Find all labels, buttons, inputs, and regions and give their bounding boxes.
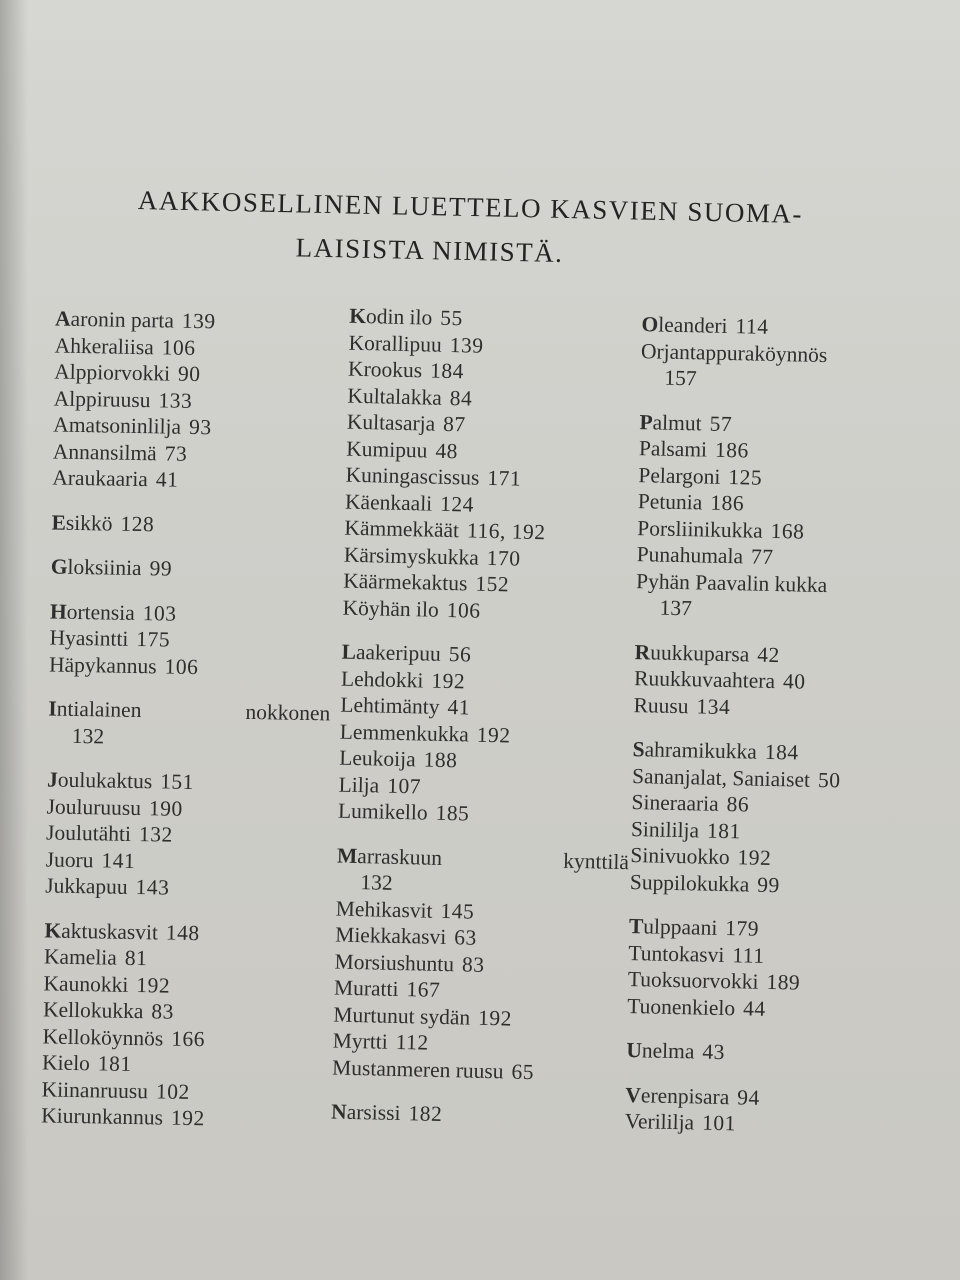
- entry-page-number: 170: [486, 545, 521, 571]
- entry-page-number: 175: [136, 627, 171, 652]
- entry-page-number: 101: [701, 1110, 737, 1136]
- entry-name: Lemmenkukka: [339, 719, 470, 747]
- entry-page-number: 65: [511, 1059, 535, 1084]
- entry-page-number: 99: [149, 556, 173, 581]
- entry-name: Amatsoninlilja: [53, 412, 182, 439]
- entry-page-number: 50: [817, 767, 841, 792]
- entry-page-number: 133: [158, 387, 193, 413]
- entry-page-number: 141: [101, 847, 136, 873]
- entry-page-number: 106: [164, 653, 199, 679]
- entry-name: Joulutähti: [45, 820, 132, 846]
- entry-name: Kodin ilo: [349, 303, 433, 330]
- entry-name: Ruukkuparsa: [634, 639, 750, 666]
- entry-page-number: 188: [423, 747, 458, 773]
- entry-page-number: 192: [431, 668, 466, 693]
- entry-name: Morsiushuntu: [334, 949, 455, 976]
- entry-name: Miekkakasvi: [334, 922, 447, 950]
- entry-page-number: 87: [442, 411, 466, 437]
- entry-name: Tuoksuorvokki: [627, 967, 759, 994]
- entry-name: Joulukaktus: [46, 767, 153, 794]
- entry-name: Sinililja: [630, 816, 700, 842]
- entry-name: Sananjalat, Saniaiset: [631, 763, 811, 792]
- entry-page-number: 106: [446, 597, 481, 623]
- entry-page-number: 190: [148, 795, 183, 821]
- entry-page-number: 157: [664, 365, 697, 391]
- entry-name: Käenkaali: [344, 489, 433, 516]
- entry-name: Alppiruusu: [53, 386, 151, 412]
- index-title-line-1: AAKKOSELLINEN LUETTELO KASVIEN SUOMA-: [137, 185, 804, 229]
- entry-page-number: 90: [177, 361, 201, 387]
- entry-name: Jouluruusu: [46, 793, 142, 820]
- entry-name: Muratti: [333, 975, 399, 1001]
- entry-name: Orjantappuraköynnös: [640, 338, 828, 367]
- entry-page-number: 139: [181, 308, 216, 334]
- index-entry: [342, 594, 643, 627]
- entry-name: Ruukkuvaahtera: [633, 666, 776, 694]
- entry-name: Ahkeraliisa: [54, 333, 154, 359]
- entry-name: Sahramikukka: [632, 737, 758, 764]
- entry-name: Hyasintti: [49, 625, 129, 651]
- entry-page-number: 99: [757, 872, 781, 897]
- index-entry: [49, 651, 339, 683]
- entry-page-number: 77: [750, 544, 774, 569]
- index-entry: [625, 1108, 905, 1140]
- entry-name-part: nokkonen: [245, 699, 331, 726]
- index-entry: [626, 1037, 906, 1069]
- entry-name: Pelargoni: [638, 462, 721, 489]
- entry-name: Kaunokki: [43, 970, 129, 997]
- index-entry: [630, 869, 910, 901]
- letter-group: [630, 736, 913, 901]
- entry-name: Palsami: [638, 436, 708, 462]
- entry-page-number: 186: [710, 490, 745, 516]
- entry-name: Unelma: [626, 1038, 695, 1064]
- entry-page-number: 112: [395, 1029, 429, 1055]
- entry-page-number: 184: [764, 739, 799, 765]
- letter-group: [625, 1081, 906, 1140]
- entry-name: Sineraaria: [631, 790, 719, 816]
- entry-page-number: 42: [757, 642, 781, 667]
- letter-group: [49, 598, 340, 683]
- entry-name: Kiinanruusu: [41, 1076, 149, 1103]
- entry-page-number: 102: [155, 1078, 190, 1104]
- entry-name: Palmut: [639, 409, 702, 435]
- entry-page-number: 192: [737, 845, 772, 870]
- entry-name: Annansilmä: [52, 439, 157, 465]
- entry-name: Ruusu: [633, 692, 689, 718]
- entry-name: Kamelia: [43, 944, 118, 970]
- entry-name: Tulppaani: [628, 914, 718, 940]
- letter-group: [45, 766, 337, 904]
- entry-name: Kaktuskasvit: [44, 917, 159, 944]
- index-entry: [48, 695, 339, 753]
- entry-name: Juoru: [45, 846, 94, 872]
- entry-page-number: 132: [138, 822, 173, 847]
- index-entry: [51, 553, 341, 585]
- entry-page-number: 84: [449, 385, 473, 411]
- entry-page-number: 41: [155, 467, 179, 492]
- letter-group: [331, 1099, 632, 1132]
- entry-page-number: 103: [142, 600, 177, 626]
- entry-page-number: 48: [435, 438, 459, 463]
- entry-page-number: 114: [735, 314, 769, 339]
- entry-name: Sinivuokko: [630, 843, 730, 870]
- entry-name: Araukaaria: [52, 465, 149, 492]
- entry-page-number: 148: [165, 920, 200, 945]
- index-column-1: [41, 306, 346, 1152]
- entry-page-number: 137: [659, 595, 693, 621]
- letter-group: [342, 303, 649, 628]
- entry-page-number: 189: [766, 969, 801, 995]
- letter-group: [635, 409, 919, 627]
- entry-page-number: 134: [696, 693, 731, 719]
- entry-page-number: 186: [714, 437, 750, 463]
- entry-page-number: 125: [728, 464, 763, 490]
- entry-name: Hortensia: [49, 598, 136, 625]
- letter-group: [640, 311, 922, 396]
- entry-name: Kuningascissus: [345, 462, 480, 490]
- entry-name: Verililja: [624, 1108, 695, 1135]
- entry-name: Laakeripuu: [341, 639, 442, 666]
- index-entry: [336, 842, 637, 902]
- entry-page-number: 145: [440, 898, 475, 924]
- page-gutter-shadow: [0, 0, 28, 1280]
- entry-name: Leukoija: [338, 745, 416, 772]
- entry-name: Punahumala: [636, 542, 744, 569]
- entry-name: Myrtti: [332, 1028, 389, 1054]
- entry-name: Tuonenkielo: [627, 993, 736, 1020]
- entry-name: Kelloköynnös: [42, 1023, 164, 1051]
- letter-group: [51, 553, 341, 585]
- entry-name: Oleanderi: [641, 312, 728, 338]
- entry-page-number: 151: [159, 769, 195, 795]
- letter-group: [626, 1037, 906, 1069]
- entry-page-number: 40: [782, 669, 806, 694]
- index-title: [69, 177, 871, 282]
- entry-page-number: 167: [406, 977, 441, 1002]
- entry-page-number: 132: [71, 723, 105, 748]
- entry-page-number: 171: [487, 465, 522, 491]
- entry-page-number: 57: [709, 411, 733, 436]
- letter-group: [51, 509, 341, 541]
- entry-name: Kumipuu: [345, 436, 428, 463]
- entry-page-number: 73: [164, 440, 188, 466]
- letter-group: [633, 639, 915, 724]
- entry-name: Käärmekaktus: [342, 568, 468, 596]
- entry-page-number: 168: [770, 518, 805, 544]
- entry-name: Jukkapuu: [45, 873, 128, 899]
- entry-name: Mustanmeren ruusu: [331, 1055, 504, 1083]
- index-entry: [41, 1102, 331, 1134]
- entry-name: Mehikasvit: [335, 896, 433, 923]
- entry-name-part: Intialainen: [48, 696, 142, 723]
- entry-name-part: kynttilä: [563, 848, 630, 874]
- index-entry: [627, 993, 907, 1025]
- index-entry: [45, 872, 335, 904]
- entry-page-number: 185: [435, 800, 470, 826]
- entry-name: Esikkö: [51, 510, 113, 536]
- entry-name: Murtunut sydän: [333, 1002, 471, 1030]
- entry-page-number: 132: [360, 870, 393, 895]
- entry-name: Porsliinikukka: [637, 515, 763, 543]
- entry-page-number: 128: [120, 511, 155, 536]
- entry-page-number: 106: [161, 334, 196, 360]
- entry-name: Krookus: [347, 356, 423, 383]
- letter-group: [48, 695, 339, 753]
- entry-name: Kultalakka: [347, 383, 443, 410]
- entry-page-number: 182: [408, 1101, 443, 1127]
- entry-page-number: 139: [449, 332, 484, 358]
- entry-page-number: 94: [737, 1084, 761, 1110]
- entry-name: Narsissi: [330, 1099, 401, 1126]
- entry-page-number: 192: [477, 1005, 513, 1031]
- entry-name: Kärsimyskukka: [343, 542, 480, 570]
- entry-name: Kellokukka: [42, 997, 144, 1024]
- entry-page-number: 184: [429, 358, 465, 384]
- index-entry: [338, 798, 639, 831]
- entry-name: Alppiorvokki: [54, 359, 171, 386]
- index-column-2: [331, 303, 650, 1150]
- entry-name: Tuntokasvi: [628, 940, 725, 967]
- entry-page-number: 179: [725, 916, 760, 941]
- entry-name: Köyhän ilo: [342, 595, 440, 622]
- entry-page-number: 41: [447, 695, 471, 720]
- entry-page-number: 44: [742, 995, 766, 1021]
- entry-page-number: 143: [135, 875, 170, 900]
- entry-name: Verenpisara: [625, 1082, 730, 1109]
- entry-page-number: 181: [97, 1051, 132, 1076]
- index-entry: [332, 1054, 633, 1087]
- index-entry: [52, 465, 342, 497]
- entry-page-number: 116, 192: [466, 518, 546, 545]
- index-entry: [51, 509, 341, 541]
- index-entry: [635, 568, 916, 627]
- entry-page-number: 152: [475, 571, 510, 597]
- entry-page-number: 83: [461, 951, 485, 977]
- entry-name: Lumikello: [337, 798, 428, 825]
- entry-page-number: 192: [476, 722, 511, 747]
- entry-page-number: 43: [702, 1039, 726, 1065]
- entry-name: Kielo: [41, 1050, 91, 1076]
- entry-name: Lehdokki: [340, 666, 424, 692]
- entry-page-number: 107: [386, 773, 422, 798]
- entry-page-number: 86: [726, 792, 750, 817]
- entry-page-number: 192: [170, 1105, 205, 1131]
- entry-page-number: 83: [151, 999, 175, 1024]
- entry-page-number: 81: [124, 945, 148, 971]
- entry-page-number: 166: [171, 1026, 206, 1051]
- entry-page-number: 192: [136, 972, 171, 998]
- entry-name: Suppilokukka: [629, 869, 750, 897]
- entry-name-part: Marraskuun: [336, 843, 443, 870]
- index-entry: [640, 338, 921, 397]
- entry-name: Aaronin parta: [54, 306, 175, 333]
- entry-page-number: 56: [448, 642, 472, 667]
- entry-page-number: 111: [732, 942, 765, 968]
- entry-page-number: 93: [188, 414, 212, 440]
- entry-name: Lilja: [338, 772, 380, 797]
- letter-group: [338, 639, 642, 831]
- index-entry: [331, 1099, 632, 1132]
- index-title-line-2: LAISISTA NIMISTÄ.: [295, 232, 564, 268]
- letter-group: [627, 913, 909, 1025]
- entry-name: Kämmekkäät: [344, 515, 460, 543]
- entry-name: Petunia: [637, 489, 703, 515]
- entry-name: Korallipuu: [348, 330, 443, 357]
- entry-name: Kiurunkannus: [41, 1103, 164, 1130]
- entry-name: Pyhän Paavalin kukka: [635, 568, 828, 597]
- entry-name: Kultasarja: [346, 409, 436, 436]
- entry-name: Lehtimänty: [340, 692, 440, 719]
- entry-page-number: 63: [453, 925, 478, 950]
- letter-group: [52, 306, 345, 497]
- letter-group: [332, 842, 637, 1087]
- index-column-3: [624, 311, 922, 1158]
- letter-group: [41, 917, 335, 1134]
- index-entry: [633, 692, 913, 724]
- entry-page-number: 181: [706, 818, 742, 843]
- entry-name: Gloksiinia: [50, 554, 142, 581]
- entry-page-number: 124: [439, 491, 475, 517]
- entry-name: Häpykannus: [48, 651, 157, 678]
- entry-page-number: 55: [440, 305, 464, 331]
